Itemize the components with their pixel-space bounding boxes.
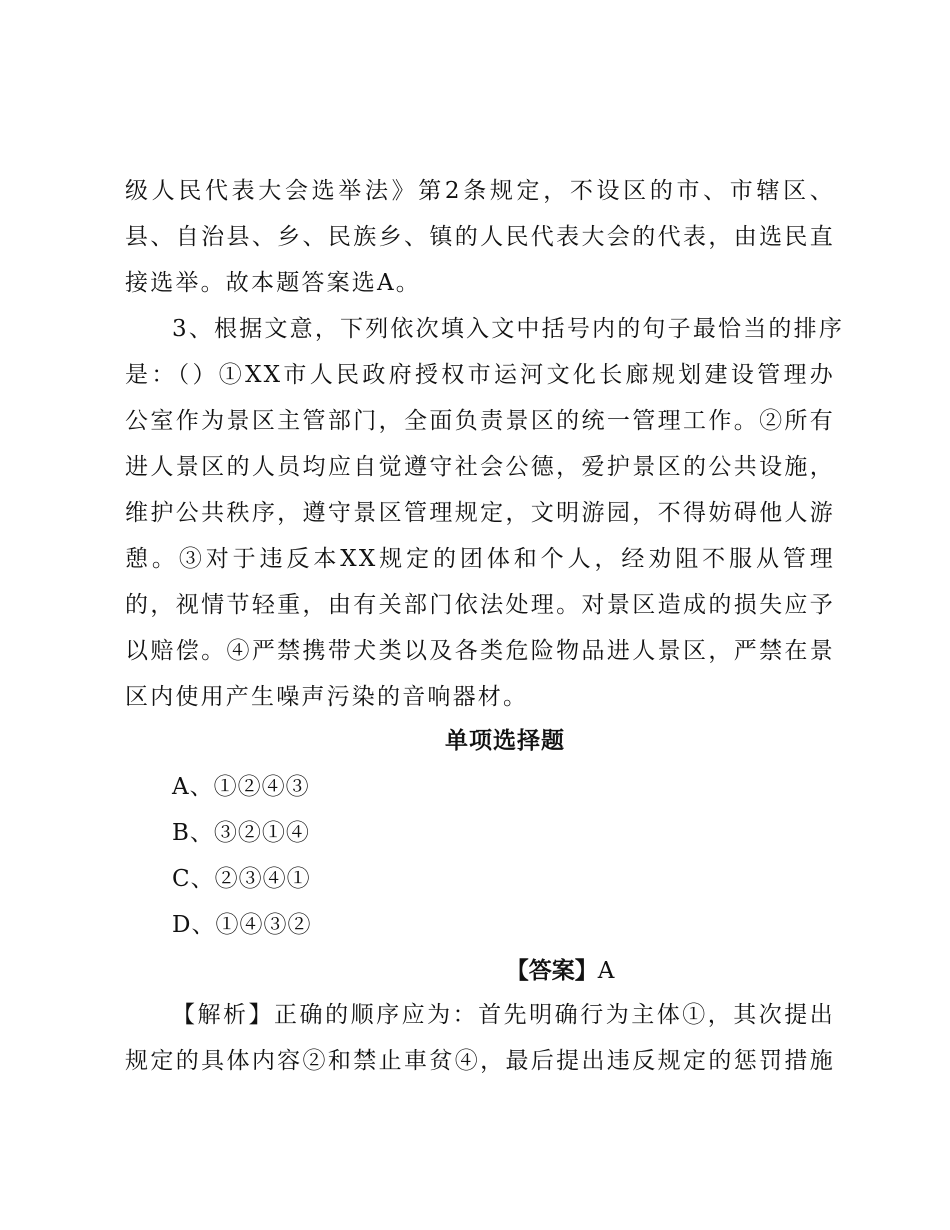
analysis-line-2: 规定的具体内容②和禁止車贫④，最后提出违反规定的惩罚措施 [125, 1048, 835, 1074]
question-line-9: 区内使用产生噪声污染的音响器材。 [125, 684, 529, 710]
answer-value: A [597, 958, 615, 984]
question-line-3: 公室作为景区主管部门，全面负责景区的统一管理工作。②所有 [125, 408, 835, 434]
explanation-line-1: 级人民代表大会选举法》第2条规定，不设区的市、市辖区、 [125, 178, 835, 204]
option-b: B、③②①④ [172, 820, 310, 846]
answer-label: 【答案】 [505, 957, 598, 984]
explanation-line-3: 接选举。故本题答案选A。 [125, 270, 422, 296]
option-c: C、②③④① [172, 866, 311, 892]
question-line-1: 3、根据文意，下列依次填入文中括号内的句子最恰当的排序 [172, 316, 845, 342]
answer-line [125, 956, 950, 986]
section-heading: 单项选择题 [445, 727, 565, 754]
question-line-8: 以赔偿。④严禁携带犬类以及各类危险物品进人景区，严禁在景 [125, 638, 835, 664]
question-line-7: 的，视情节轻重，由有关部门依法处理。对景区造成的损失应予 [125, 592, 835, 618]
question-line-6: 憩。③对于违反本XX规定的团体和个人，经劝阻不服从管理 [125, 546, 835, 572]
question-line-2: 是：（）①XX市人民政府授权市运河文化长廊规划建设管理办 [125, 362, 835, 388]
option-d: D、①④③② [172, 912, 312, 938]
question-line-4: 进人景区的人员均应自觉遵守社会公德，爱护景区的公共设施， [125, 454, 835, 480]
analysis-line-1: 【解析】正确的顺序应为：首先明确行为主体①，其次提出 [172, 1002, 835, 1028]
option-a: A、①②④③ [172, 774, 310, 800]
question-line-5: 维护公共秩序，遵守景区管理规定，文明游园，不得妨碍他人游 [125, 500, 835, 526]
explanation-line-2: 县、自治县、乡、民族乡、镇的人民代表大会的代表，由选民直 [125, 224, 835, 250]
